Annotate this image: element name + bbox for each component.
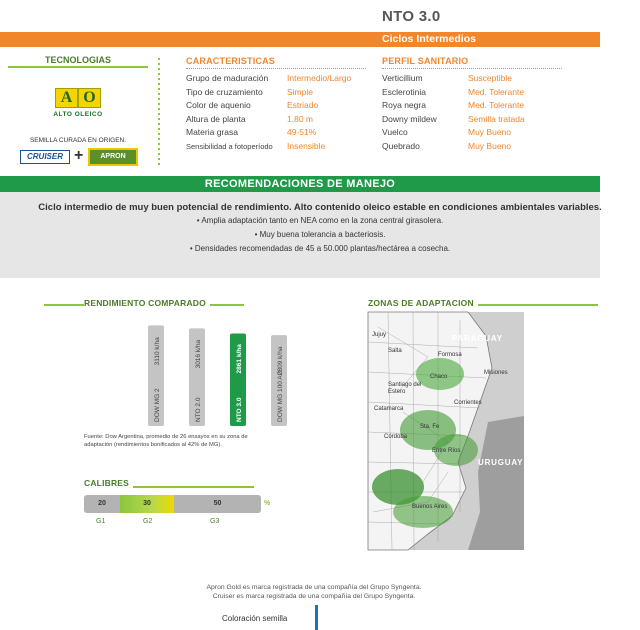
attr-label: Altura de planta [186,113,246,124]
yield-value-label: 3110 k/ha [154,337,161,366]
yield-value-label: 2809 k/ha [277,346,284,376]
attr-row [186,86,351,100]
map-label: URUGUAY [478,458,524,467]
yield-category-label: DOW MG 2 [154,388,161,422]
attr-label: Esclerotinia [382,86,426,97]
adaptation-map [368,312,524,550]
recomendaciones-main-text: Ciclo intermedio de muy buen potencial de rendimiento. Alto contenido oleico estable en condiciones ambientales variables. [38,202,602,213]
caracteristicas-table [186,72,351,153]
tecnologias-heading: TECNOLOGIAS [8,54,148,68]
product-title: NTO 3.0 [382,8,441,25]
attr-value: Muy Bueno [468,127,511,137]
footer-trademarks [0,584,628,601]
map-label: Catamarca [374,406,404,412]
calibre-group-label: G3 [210,518,220,525]
trademark-line: Cruiser es marca registrada de una compañía del Grupo Syngenta. [212,592,416,600]
attr-row [382,126,525,140]
calibre-group-label: G2 [143,518,153,525]
perfil-sanitario-heading: PERFIL SANITARIO [382,56,469,66]
yield-source-note: Fuente: Dow Argentina, promedio de 26 ensayos en su zona de adaptación (rendimientos bonificados al 42% de MG). [84,434,248,448]
seed-color-label: Coloración semilla [222,614,288,623]
attr-row [186,113,351,127]
attr-value: Semilla tratada [468,113,525,124]
calibre-group-label: G1 [96,518,106,525]
map-label: Córdoba [384,434,408,440]
attr-label: Color de aquenio [186,100,251,110]
attr-row [382,140,525,154]
yield-category-label: DOW MG 100 AO [277,370,284,422]
logo-letter-a: A [55,88,78,108]
seed-color-swatch [315,605,318,630]
cycle-label: Ciclos Intermedios [382,33,476,45]
attr-value: Muy Bueno [468,140,511,151]
plus-sign: + [74,147,84,164]
map-label: Salta [388,348,402,354]
brand-logos [20,148,140,168]
attr-value: Med. Tolerante [468,100,525,110]
attr-label: Sensibilidad a fotoperíodo [186,141,273,151]
attr-label: Grupo de maduración [186,73,269,83]
recomendaciones-heading: RECOMENDACIONES DE MANEJO [204,178,396,190]
recomendacion-bullet: • Densidades recomendadas de 45 a 50.000 plantas/hectárea a cosecha. [189,244,451,253]
calibre-segment-g1: 20 [84,495,120,513]
attr-value: Intermedio/Largo [287,73,352,83]
map-label: Corrientes [454,400,482,406]
trademark-line: Apron Gold es marca registrada de una compañía del Grupo Syngenta. [206,584,422,591]
map-label: Sta. Fe [420,424,440,430]
attr-row [382,72,525,86]
calibres-bar [84,495,261,513]
attr-value: Simple [287,86,313,97]
attr-label: Tipo de cruzamiento [186,86,263,97]
tecnologias-panel [8,54,148,170]
attr-row [186,72,351,86]
dotted-divider [158,58,160,170]
attr-label: Materia grasa [186,127,238,137]
attr-value: Insensible [287,140,326,151]
alto-oleico-label: ALTO OLEICO [53,111,103,118]
logo-letter-o: O [78,88,101,108]
calibre-segment-g3: 50 [174,495,261,513]
attr-row [186,99,351,113]
recomendacion-bullet: • Amplia adaptación tanto en NEA como en la zona central girasolera. [196,216,444,225]
recomendaciones-panel [0,192,600,278]
perfil-sanitario-underline [382,68,562,69]
attr-row [382,99,525,113]
attr-label: Verticillium [382,73,423,83]
alto-oleico-logo [55,88,101,108]
yield-bar-chart [84,312,284,430]
map-label: Santiago del Estero [388,382,422,395]
attr-value: Susceptible [468,73,512,83]
yield-category-label: NTO 3.0 [236,397,243,422]
attr-row [382,113,525,127]
map-label: Buenos Aires [412,504,448,510]
map-label: Formosa [438,352,462,358]
attr-label: Vuelco [382,127,408,137]
calibre-segment-g2: 30 [120,495,174,513]
map-label: Jujuy [372,332,387,338]
map-label: PARAGUAY [452,334,503,343]
calibres-unit: % [264,500,271,507]
apron-logo: APRON [88,148,138,166]
cruiser-logo: CRUISER [20,150,70,164]
map-label: Chaco [430,374,448,380]
attr-label: Downy mildew [382,113,437,124]
zonas-heading: ZONAS DE ADAPTACION [368,298,478,308]
caracteristicas-heading: CARACTERISTICAS [186,56,276,66]
perfil-sanitario-table [382,72,525,153]
yield-value-label: 2861 k/ha [236,344,243,374]
seed-treatment-label: SEMILLA CURADA EN ORIGEN. [29,137,127,144]
attr-label: Roya negra [382,100,426,110]
attr-value: 49-51% [287,127,317,137]
yield-category-label: NTO 2.0 [195,397,202,422]
map-label: Misiones [484,370,508,376]
attr-row [186,140,351,154]
attr-row [382,86,525,100]
cycle-band [0,32,600,47]
yield-value-label: 3016 k/ha [195,339,202,369]
recomendacion-bullet: • Muy buena tolerancia a bacteriosis. [254,230,386,239]
attr-value: Med. Tolerante [468,86,525,97]
attr-row [186,126,351,140]
attr-value: Estriado [287,100,319,110]
calibres-heading: CALIBRES [84,478,133,488]
map-label: Entre Ríos [432,448,461,454]
rendimiento-heading: RENDIMIENTO COMPARADO [84,298,210,308]
attr-label: Quebrado [382,140,420,151]
caracteristicas-underline [186,68,366,69]
recomendaciones-band [0,176,600,192]
attr-value: 1,80 m [287,113,313,124]
